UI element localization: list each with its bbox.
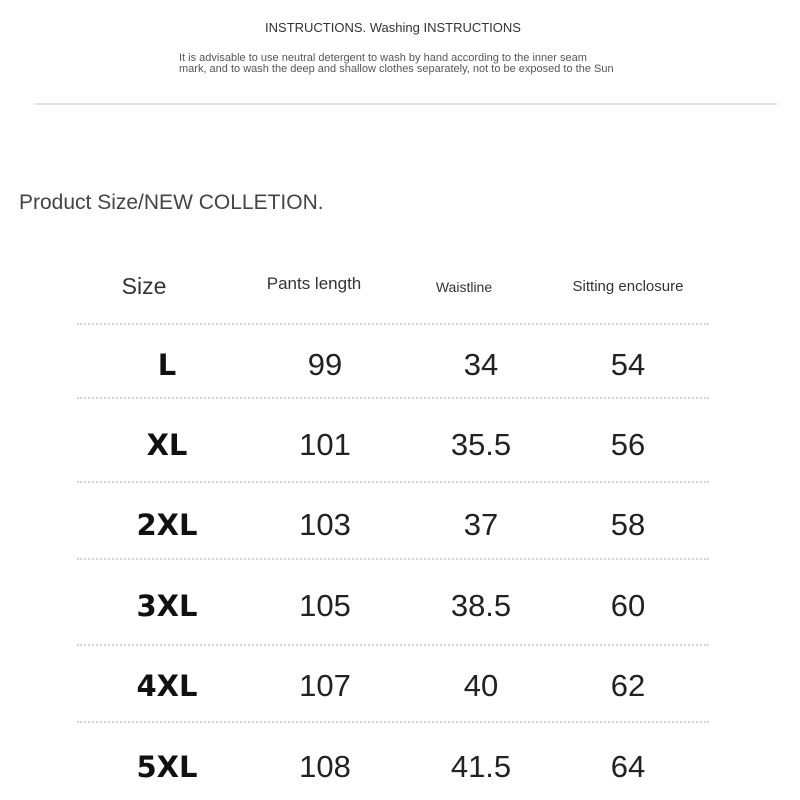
size-cell: XL xyxy=(146,428,188,462)
sitting-enclosure-cell: 64 xyxy=(610,749,646,784)
sitting-enclosure-cell: 62 xyxy=(610,668,646,703)
size-cell: 2XL xyxy=(136,508,198,542)
waistline-cell: 40 xyxy=(463,668,499,703)
waistline-cell: 37 xyxy=(463,507,499,542)
waistline-cell: 41.5 xyxy=(450,749,512,784)
section-title: Product Size/NEW COLLETION. xyxy=(19,191,324,214)
sitting-enclosure-cell: 54 xyxy=(610,347,646,382)
table-row xyxy=(0,656,800,716)
pants-length-cell: 107 xyxy=(299,668,351,703)
size-cell: 5XL xyxy=(136,750,198,784)
header-waistline: Waistline xyxy=(435,279,493,295)
row-divider xyxy=(77,644,709,646)
pants-length-cell: 99 xyxy=(307,347,343,382)
header-pants-length: Pants length xyxy=(266,274,362,293)
table-row xyxy=(0,335,800,395)
waistline-cell: 35.5 xyxy=(450,427,512,462)
pants-length-cell: 105 xyxy=(299,588,351,623)
row-divider xyxy=(77,558,709,560)
sitting-enclosure-cell: 58 xyxy=(610,507,646,542)
header-size: Size xyxy=(121,273,167,299)
pants-length-cell: 103 xyxy=(299,507,351,542)
row-divider xyxy=(77,397,709,399)
pants-length-cell: 101 xyxy=(299,427,351,462)
sitting-enclosure-cell: 60 xyxy=(610,588,646,623)
header-sitting-enclosure: Sitting enclosure xyxy=(572,278,684,295)
instructions-line-1: It is advisable to use neutral detergent to wash by hand according to the inner seam xyxy=(179,52,587,64)
row-divider xyxy=(77,323,709,325)
instructions-title: INSTRUCTIONS. Washing INSTRUCTIONS xyxy=(265,20,521,35)
pants-length-cell: 108 xyxy=(299,749,351,784)
sitting-enclosure-cell: 56 xyxy=(610,427,646,462)
waistline-cell: 38.5 xyxy=(450,588,512,623)
table-row xyxy=(0,415,800,475)
table-row xyxy=(0,737,800,797)
table-row xyxy=(0,576,800,636)
instructions-line-2: mark, and to wash the deep and shallow clothes separately, not to be exposed to the Sun xyxy=(179,63,614,75)
size-cell: 3XL xyxy=(136,589,198,623)
waistline-cell: 34 xyxy=(463,347,499,382)
size-cell: 4XL xyxy=(136,669,198,703)
size-cell: L xyxy=(157,348,177,382)
row-divider xyxy=(77,721,709,723)
table-row xyxy=(0,495,800,555)
row-divider xyxy=(77,481,709,483)
